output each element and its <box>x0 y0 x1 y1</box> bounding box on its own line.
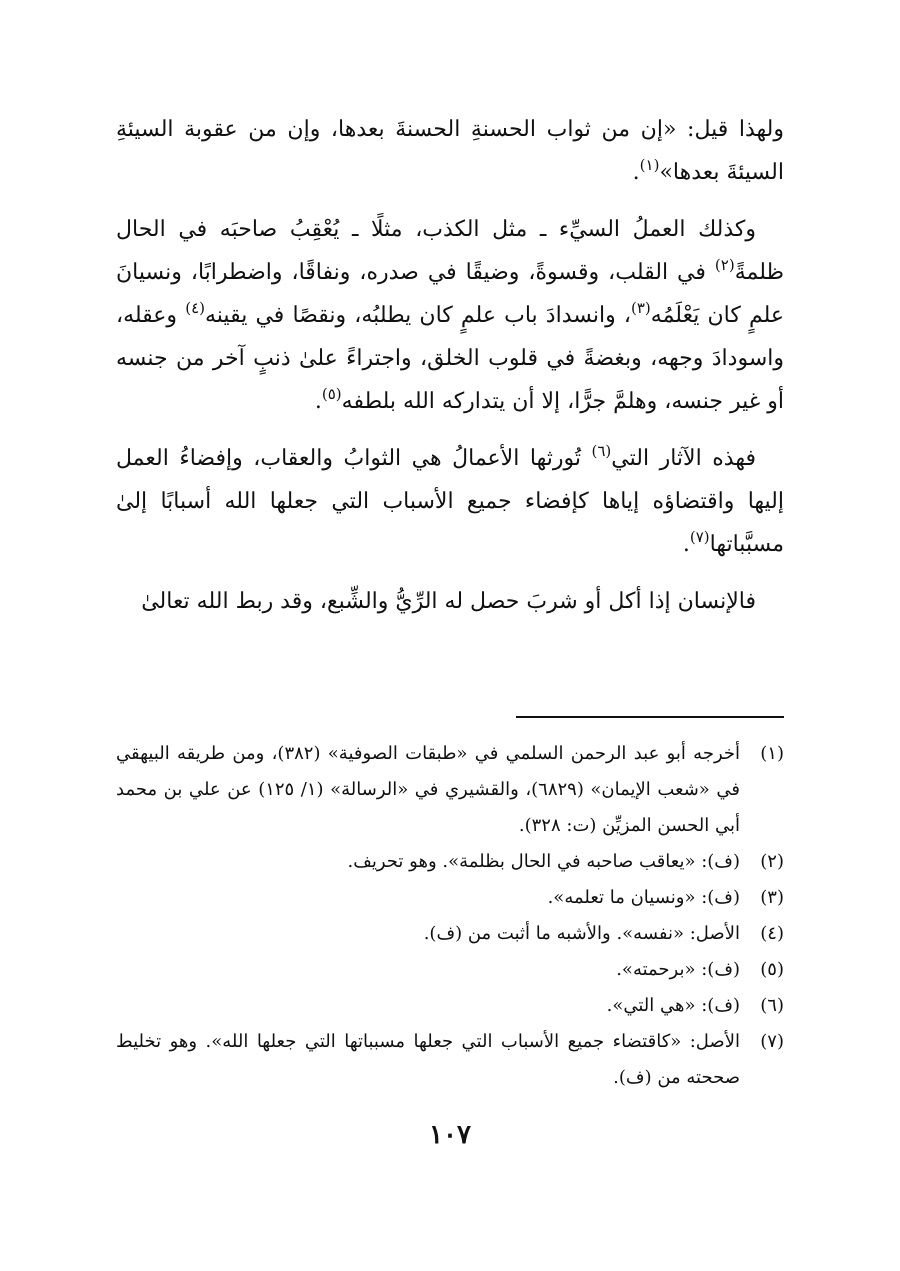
footnote-number: (١) <box>760 743 784 764</box>
footnote-text: الأصل: «كاقتضاء جميع الأسباب التي جعلها مسبباتها التي جعلها الله». وهو تخليط صححته من (ف). <box>116 1031 740 1088</box>
paragraph-2-part-c: ، وانسدادَ باب علمٍ كان يطلبُه، ونقصًا في يقينه <box>205 303 631 328</box>
paragraph-4-text: فالإنسان إذا أكل أو شربَ حصل له الرِّيُّ والشِّبع، وقد ربط الله تعالىٰ <box>141 589 756 614</box>
footnote-7 <box>116 1024 784 1096</box>
footnote-ref-3: (٣) <box>631 299 651 317</box>
main-text <box>116 108 784 637</box>
paragraph-1-text: ولهذا قيل: «إن من ثواب الحسنةِ الحسنةَ بعدها، وإن من عقوبة السيئةِ السيئةَ بعدها» <box>116 117 784 185</box>
footnote-number: (٥) <box>760 959 784 980</box>
footnote-2 <box>116 844 784 880</box>
footnote-ref-2: (٢) <box>714 256 735 274</box>
footnote-text: (ف): «يعاقب صاحبه في الحال بظلمة». وهو تحريف. <box>347 851 740 872</box>
paragraph-2-part-d: وعقله، واسودادَ وجهه، وبغضةً في قلوب الخلق، واجتراءً علىٰ ذنبٍ آخر من جنسه أو غير جنسه، وهلمَّ جرًّا، إلا أن يتداركه الله بلطفه <box>116 303 784 414</box>
footnote-text: (ف): «ونسيان ما تعلمه». <box>547 887 740 908</box>
footnote-1 <box>116 736 784 844</box>
paragraph-2-part-a: وكذلك العملُ السيِّء ـ مثل الكذب، مثلًا ـ يُعْقِبُ صاحبَه في الحال ظلمةً <box>116 217 784 285</box>
paragraph-2 <box>116 208 784 423</box>
paragraph-4 <box>116 580 784 623</box>
footnote-6 <box>116 988 784 1024</box>
footnote-ref-7: (٧) <box>689 528 710 546</box>
paragraph-3 <box>116 437 784 566</box>
paragraph-2-tail: . <box>314 389 322 414</box>
footnote-text: الأصل: «نفسه». والأشبه ما أثبت من (ف). <box>423 923 740 944</box>
footnotes <box>116 736 784 1096</box>
footnote-number: (٣) <box>760 887 784 908</box>
page-number: ١٠٧ <box>429 1120 471 1150</box>
footnote-ref-5: (٥) <box>321 385 342 403</box>
paragraph-3-part-a: فهذه الآثار التي <box>611 446 756 471</box>
footnote-text: أخرجه أبو عبد الرحمن السلمي في «طبقات الصوفية» (٣٨٢)، ومن طريقه البيهقي في «شعب الإيمان» (٦٨٢٩)، والقشيري في «الرسالة» (١/ ١٢٥) عن علي بن محمد أبي الحسن المزيِّن (ت: ٣٢٨). <box>116 743 741 836</box>
paragraph-1 <box>116 108 784 194</box>
footnote-text: (ف): «برحمته». <box>616 959 740 980</box>
footnote-separator <box>516 716 784 718</box>
footnote-3 <box>116 880 784 916</box>
footnote-ref-4: (٤) <box>185 299 205 317</box>
footnote-number: (٢) <box>760 851 784 872</box>
footnote-number: (٧) <box>760 1031 784 1052</box>
footnote-text: (ف): «هي التي». <box>606 995 740 1016</box>
footnote-4 <box>116 916 784 952</box>
paragraph-3-part-b: تُورثها الأعمالُ هي الثوابُ والعقاب، وإفضاءُ العمل إليها واقتضاؤه إياها كإفضاء جميع الأسباب التي جعلها الله أسبابًا إلىٰ مسبَّباتها <box>116 446 784 557</box>
paragraph-3-tail: . <box>682 532 690 557</box>
footnote-ref-1: (١) <box>639 156 660 174</box>
paragraph-1-tail: . <box>632 160 640 185</box>
footnote-number: (٤) <box>760 923 784 944</box>
footnote-number: (٦) <box>760 995 784 1016</box>
paragraph-2-part-b: في القلب، وقسوةً، وضيقًا في صدره، ونفاقًا، واضطرابًا، ونسيانَ علمٍ كان يَعْلَمُه <box>116 260 785 328</box>
footnote-ref-6: (٦) <box>591 442 612 460</box>
footnote-5 <box>116 952 784 988</box>
